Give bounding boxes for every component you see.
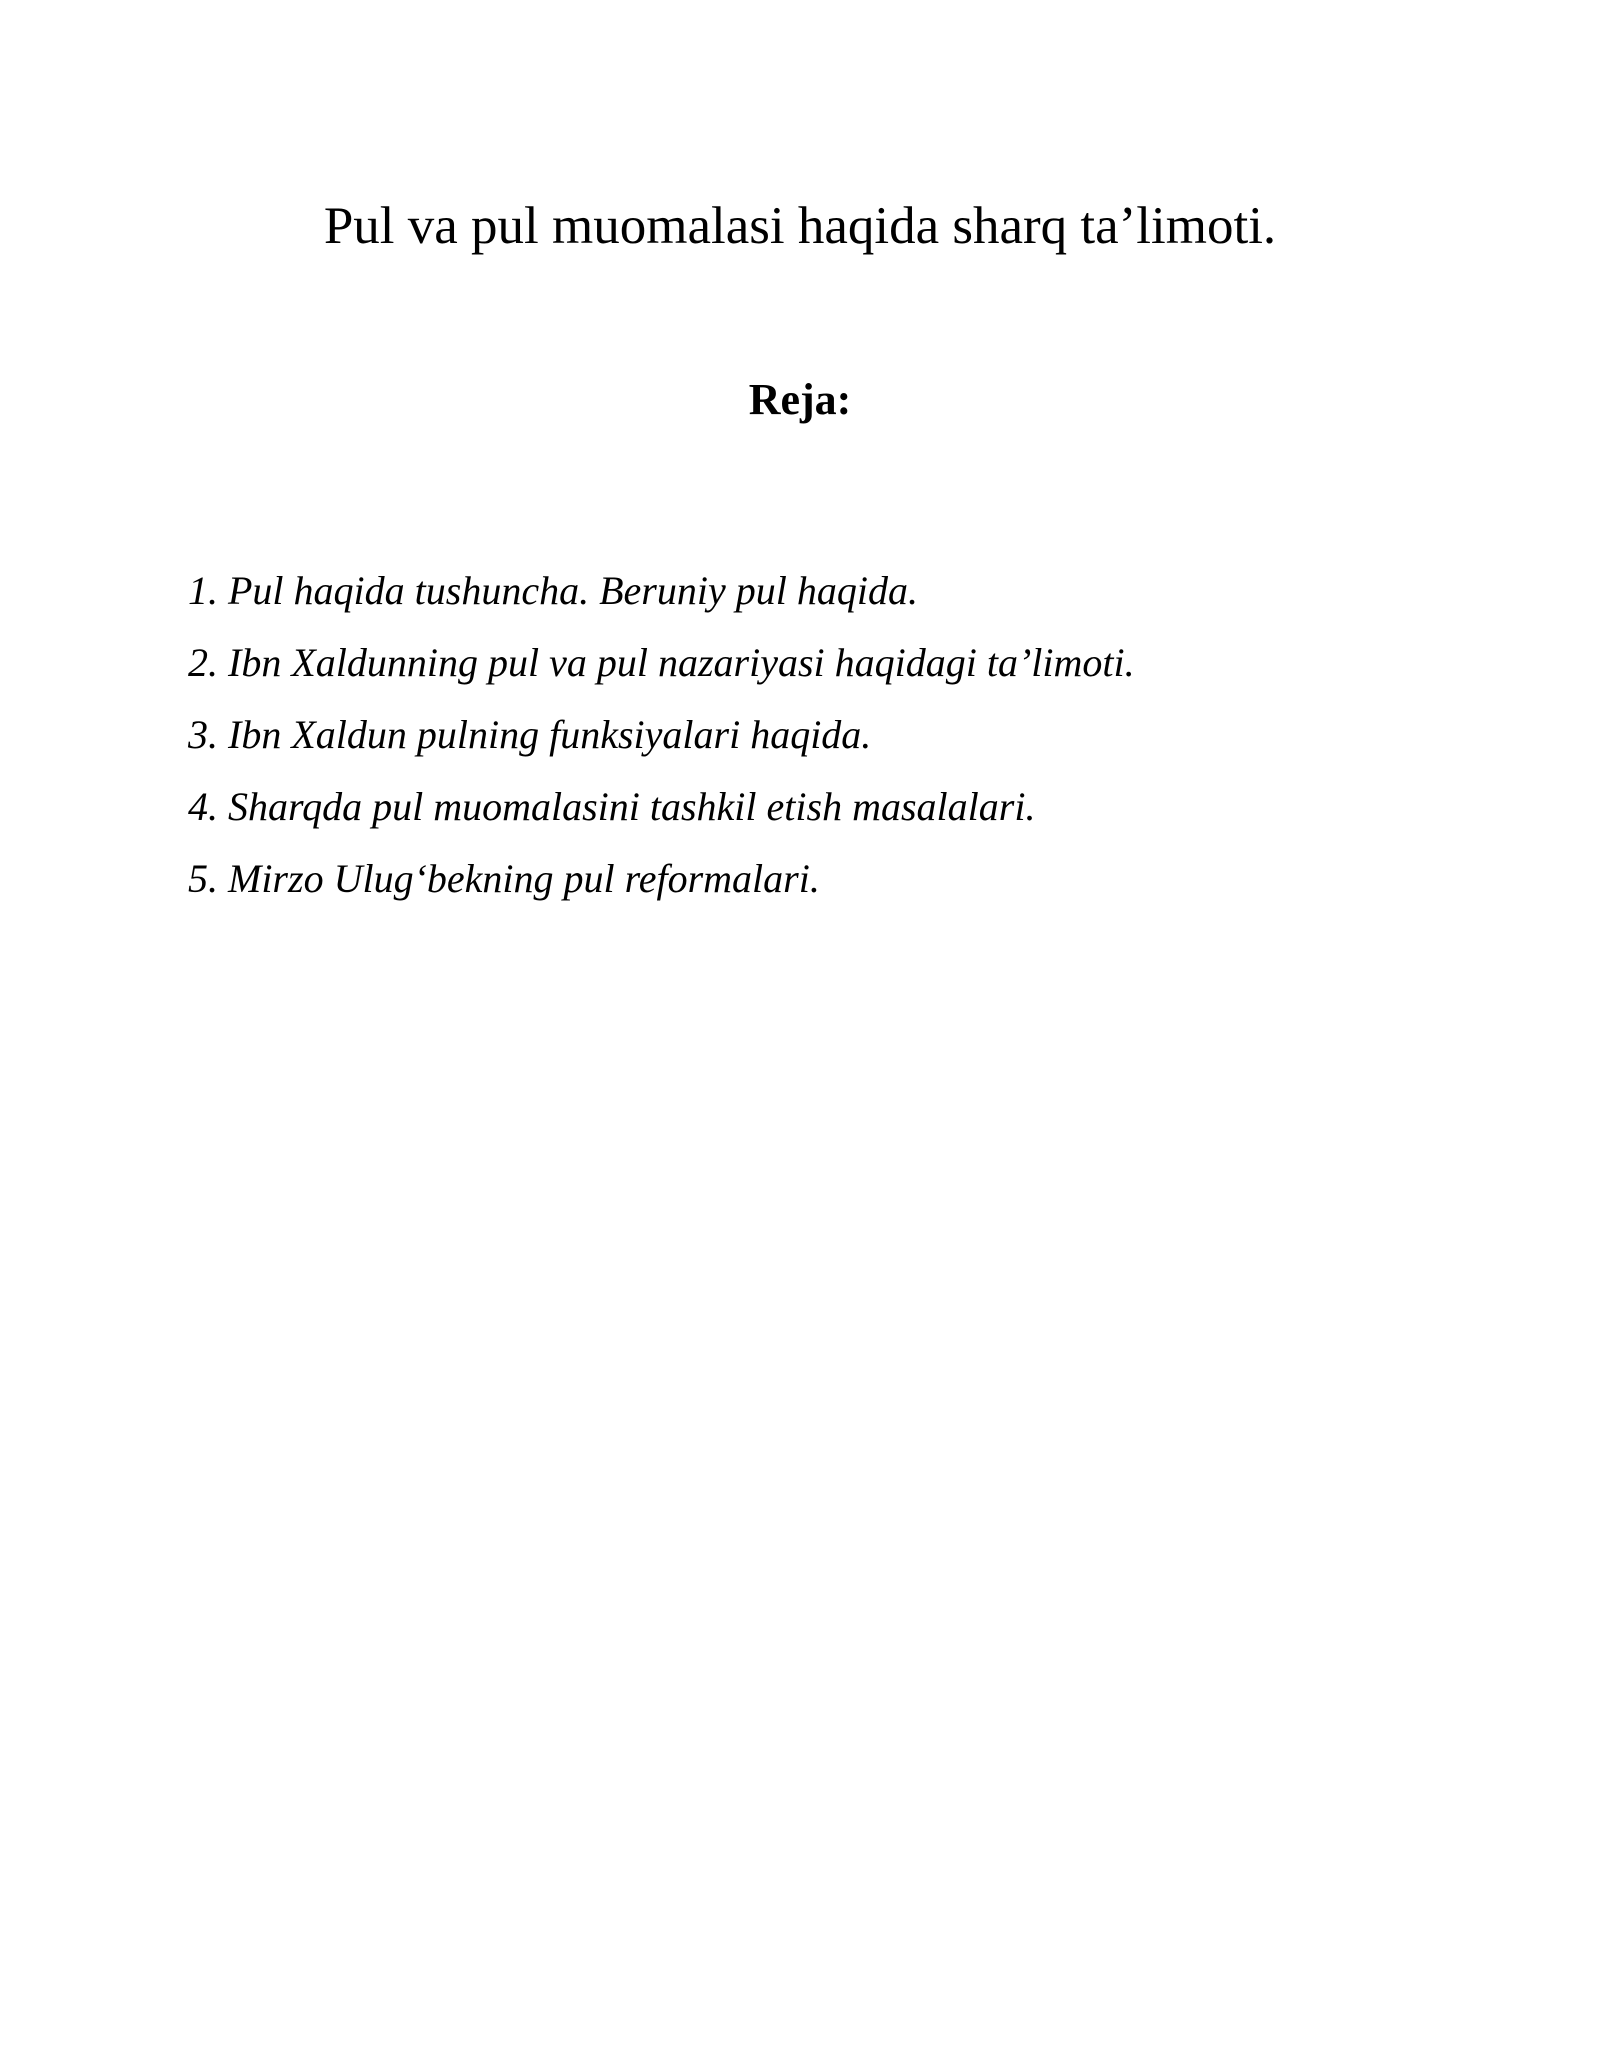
plan-item-5: 5. Mirzo Ulug‘bekning pul reformalari. — [188, 856, 820, 901]
document-title: Pul va pul muomalasi haqida sharq ta’limoti. — [323, 197, 1277, 255]
plan-list — [188, 555, 1488, 915]
plan-heading: Reja: — [748, 375, 852, 424]
plan-item-4: 4. Sharqda pul muomalasini tashkil etish masalalari. — [188, 784, 1036, 829]
plan-item-2: 2. Ibn Xaldunning pul va pul nazariyasi haqidagi ta’limoti. — [188, 640, 1135, 685]
plan-item-3: 3. Ibn Xaldun pulning funksiyalari haqida. — [188, 712, 872, 757]
plan-item-1: 1. Pul haqida tushuncha. Beruniy pul haqida. — [188, 568, 918, 613]
